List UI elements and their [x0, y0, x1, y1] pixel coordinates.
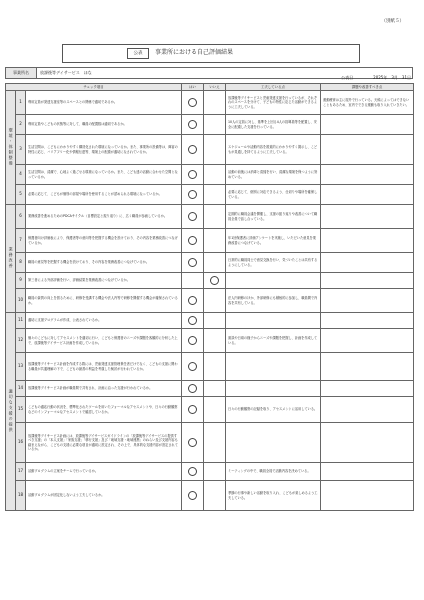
- issues: 運動療育は主に屋外で行っている。天候によってはできないこともあるため、室内でできる運動も取り入れていきたい。: [321, 91, 414, 115]
- issues: [321, 229, 414, 253]
- yes-cell: [182, 229, 204, 253]
- check-item: 第三者による外部評価を行い、評価結果を業務改善につなげているか。: [26, 273, 182, 289]
- header-no: いいえ: [204, 84, 226, 91]
- check-item: 職員の意見等を把握する機会を設けており、その内容を業務改善につなげているか。: [26, 253, 182, 273]
- good-points: 日々の行動観察の記録を取り、アセスメントに活用している。: [226, 397, 321, 423]
- no-cell: [204, 289, 226, 313]
- good-points: 必要に応じて、個別に対応できるよう、仕切りや場所を確保している。: [226, 185, 321, 205]
- facility-name: 放課後等デイサービス ほな: [37, 68, 413, 79]
- row-number: 10: [16, 289, 26, 313]
- good-points: スケジュールや活動内容を視覚的にわかりやすく掲示し、こどもが見通しを持てるように工夫している。: [226, 135, 321, 165]
- yes-cell: [182, 135, 204, 165]
- no-cell: [204, 463, 226, 481]
- good-points: [226, 273, 321, 289]
- yes-cell: [182, 289, 204, 313]
- good-points: 面談や日頃の様子からニーズや課題を把握し、計画を作成している。: [226, 329, 321, 353]
- facility-label: 事業所名: [6, 68, 37, 79]
- table-row: [6, 381, 414, 397]
- good-points: [226, 381, 321, 397]
- table-row: [6, 423, 414, 463]
- yes-cell: [182, 253, 204, 273]
- row-number: 6: [16, 205, 26, 229]
- table-row: [6, 329, 414, 353]
- yes-cell: [182, 165, 204, 185]
- no-cell: [204, 165, 226, 185]
- issues: [321, 481, 414, 511]
- issues: [321, 273, 414, 289]
- public-badge: 公表: [127, 48, 149, 59]
- issues: [321, 253, 414, 273]
- row-number: 17: [16, 463, 26, 481]
- row-number: 8: [16, 253, 26, 273]
- yes-cell: [182, 381, 204, 397]
- circle-mark-icon: [188, 362, 197, 371]
- check-item: 活動プログラムが固定化しないよう工夫しているか。: [26, 481, 182, 511]
- circle-mark-icon: [188, 384, 197, 393]
- header-yes: はい: [182, 84, 204, 91]
- good-points: 年1回保護者に評価アンケートを実施し、いただいた意見を業務改善につなげている。: [226, 229, 321, 253]
- good-points: [226, 313, 321, 329]
- circle-mark-icon: [188, 170, 197, 179]
- issues: [321, 115, 414, 135]
- no-cell: [204, 273, 226, 289]
- page-title: 事業所における自己評価結果: [155, 49, 234, 56]
- yes-cell: [182, 329, 204, 353]
- row-number: 2: [16, 115, 26, 135]
- check-item: 放課後等デイサービス計画を作成する際には、児童発達支援管理責任者だけでなく、こどもの支援に関わる職員が共通理解の下で、こどもの最善の利益を考慮した検討が行われているか。: [26, 353, 182, 381]
- table-row: [6, 135, 414, 165]
- category-cell: [6, 313, 16, 511]
- no-cell: [204, 115, 226, 135]
- issues: [321, 185, 414, 205]
- circle-mark-icon: [188, 258, 197, 267]
- yes-cell: [182, 397, 204, 423]
- check-item: 生活空間は、こどもにわかりやすく構造化された環境になっているか。また、事業所の設備等は、障害の特性に応じ、バリアフリー化や情報伝達等、環境上の配慮が適切になされているか。: [26, 135, 182, 165]
- row-number: 14: [16, 381, 26, 397]
- row-number: 1: [16, 91, 26, 115]
- no-cell: [204, 481, 226, 511]
- circle-mark-icon: [188, 212, 197, 221]
- circle-mark-icon: [188, 120, 197, 129]
- good-points: 法人内研修のほか、外部研修にも積極的に参加し、職員間で内容を共有している。: [226, 289, 321, 313]
- table-row: [6, 253, 414, 273]
- row-number: 11: [16, 313, 26, 329]
- row-number: 4: [16, 165, 26, 185]
- category-label: 業務改善: [8, 246, 14, 269]
- title-box: [62, 44, 360, 63]
- good-points: 10人の定員に対し、基準を上回る4人の指導員等を配置し、安全に配慮した支援を行っている。: [226, 115, 321, 135]
- good-points: [226, 423, 321, 463]
- check-item: こどもの適応行動の状況を、標準化されたツールを用いたフォーマルなアセスメントや、日々の行動観察などのインフォーマルなアセスメントで確認しているか。: [26, 397, 182, 423]
- issues: [321, 135, 414, 165]
- no-cell: [204, 253, 226, 273]
- circle-mark-icon: [188, 491, 197, 500]
- good-points: 活動の前後には消毒と清掃を行い、清潔な環境を保つように努めている。: [226, 165, 321, 185]
- issues: [321, 423, 414, 463]
- issues: [321, 289, 414, 313]
- yes-cell: [182, 423, 204, 463]
- row-number: 13: [16, 353, 26, 381]
- good-points: 放課後等デイサービスと児童発達支援を行っているが、それぞれのスペースを分けて、子どもの特性に応じた活動ができるように工夫している。: [226, 91, 321, 115]
- circle-mark-icon: [188, 336, 197, 345]
- good-points: [226, 353, 321, 381]
- check-item: 活動プログラムの立案をチームで行っているか。: [26, 463, 182, 481]
- yes-cell: [182, 313, 204, 329]
- no-cell: [204, 423, 226, 463]
- good-points: 定期的に職員会議を開催し、支援の振り返りや改善について職員全員で話し合っている。: [226, 205, 321, 229]
- table-row: [6, 229, 414, 253]
- check-item: 放課後等デイサービス計画には、放課後等デイサービスガイドラインの「放課後等デイサービスの提供すべき支援」の「本人支援」「家族支援」「移行支援」及び「地域支援・地域連携」のねらい及び支援内容も踏まえながら、こどもの支援に必要な項目が適切に設定され、その上で、具体的な支援内容が設定されているか。: [26, 423, 182, 463]
- table-row: [6, 353, 414, 381]
- circle-mark-icon: [188, 145, 197, 154]
- check-item: 利用定員が発達支援室等のスペースとの関係で適切であるか。: [26, 91, 182, 115]
- issues: [321, 463, 414, 481]
- check-item: 必要に応じて、こどもが個別の部屋や場所を使用することが認められる環境になっているか。: [26, 185, 182, 205]
- circle-mark-icon: [188, 190, 197, 199]
- row-number: 7: [16, 229, 26, 253]
- good-points: ミーティングの中で、職員全員で活動内容を決めている。: [226, 463, 321, 481]
- circle-mark-icon: [188, 467, 197, 476]
- evaluation-table: [5, 83, 414, 511]
- category-label: 適切な支援の提供: [8, 388, 14, 433]
- no-cell: [204, 205, 226, 229]
- header-check-item: チェック項目: [6, 84, 182, 91]
- issues: [321, 397, 414, 423]
- no-cell: [204, 185, 226, 205]
- yes-cell: [182, 273, 204, 289]
- check-item: 職員の資質の向上を図るために、研修を受講する機会や法人内等で研修を開催する機会が確保されているか。: [26, 289, 182, 313]
- check-item: 業務改善を進めるためのPDCAサイクル（目標設定と振り返り）に、広く職員が参画しているか。: [26, 205, 182, 229]
- check-item: 放課後等デイサービス計画が職員間で共有され、計画に沿った支援が行われているか。: [26, 381, 182, 397]
- circle-mark-icon: [188, 316, 197, 325]
- attachment-note: （別紙５）: [381, 19, 404, 24]
- circle-mark-icon: [188, 98, 197, 107]
- table-row: [6, 313, 414, 329]
- category-cell: [6, 91, 16, 205]
- yes-cell: [182, 353, 204, 381]
- header-good-points: 工夫している点: [226, 84, 321, 91]
- check-item: 利用定員やこどもの状態等に対して、職員の配置数は適切であるか。: [26, 115, 182, 135]
- no-cell: [204, 381, 226, 397]
- no-cell: [204, 91, 226, 115]
- no-cell: [204, 135, 226, 165]
- circle-mark-icon: [188, 296, 197, 305]
- issues: [321, 381, 414, 397]
- row-number: 9: [16, 273, 26, 289]
- check-item: 保護者向け評価表により、保護者等の意向等を把握する機会を設けており、その内容を業務改善につなげているか。: [26, 229, 182, 253]
- no-cell: [204, 229, 226, 253]
- table-row: [6, 115, 414, 135]
- good-points: 日常的に職員同士で意見交換を行い、気づいたことは共有するようにしている。: [226, 253, 321, 273]
- category-label: 環境・体制整備: [8, 127, 14, 167]
- issues: [321, 329, 414, 353]
- table-row: [6, 165, 414, 185]
- issues: [321, 205, 414, 229]
- yes-cell: [182, 115, 204, 135]
- no-cell: [204, 329, 226, 353]
- circle-mark-icon: [188, 405, 197, 414]
- issues: [321, 353, 414, 381]
- yes-cell: [182, 91, 204, 115]
- issues: [321, 313, 414, 329]
- no-cell: [204, 353, 226, 381]
- row-number: 12: [16, 329, 26, 353]
- table-row: [6, 185, 414, 205]
- no-cell: [204, 313, 226, 329]
- row-number: 16: [16, 423, 26, 463]
- table-row: [6, 91, 414, 115]
- no-cell: [204, 397, 226, 423]
- table-row: [6, 397, 414, 423]
- table-row: [6, 463, 414, 481]
- check-item: 個々のこどもに対してアセスメントを適切に行い、こどもと保護者のニーズや課題を客観的に分析した上で、放課後等デイサービス計画を作成しているか。: [26, 329, 182, 353]
- issues: [321, 165, 414, 185]
- table-row: [6, 289, 414, 313]
- row-number: 3: [16, 135, 26, 165]
- table-row: [6, 273, 414, 289]
- good-points: 季節の行事や新しい活動を取り入れ、こどもが楽しめるよう工夫している。: [226, 481, 321, 511]
- header-issues: 課題や改善すべき点: [321, 84, 414, 91]
- publish-date: 公表日 2025年 3月 31日: [341, 75, 411, 80]
- table-header-row: [6, 84, 414, 91]
- circle-mark-icon: [188, 438, 197, 447]
- yes-cell: [182, 481, 204, 511]
- check-item: 適切に支援プログラムが作成、公表されているか。: [26, 313, 182, 329]
- table-row: [6, 205, 414, 229]
- row-number: 5: [16, 185, 26, 205]
- row-number: 15: [16, 397, 26, 423]
- yes-cell: [182, 185, 204, 205]
- circle-mark-icon: [188, 236, 197, 245]
- table-row: [6, 481, 414, 511]
- category-cell: [6, 205, 16, 313]
- row-number: 18: [16, 481, 26, 511]
- yes-cell: [182, 205, 204, 229]
- check-item: 生活空間は、清潔で、心地よく過ごせる環境になっているか。また、こども達の活動に合わせた空間となっているか。: [26, 165, 182, 185]
- yes-cell: [182, 463, 204, 481]
- circle-mark-icon: [210, 276, 219, 285]
